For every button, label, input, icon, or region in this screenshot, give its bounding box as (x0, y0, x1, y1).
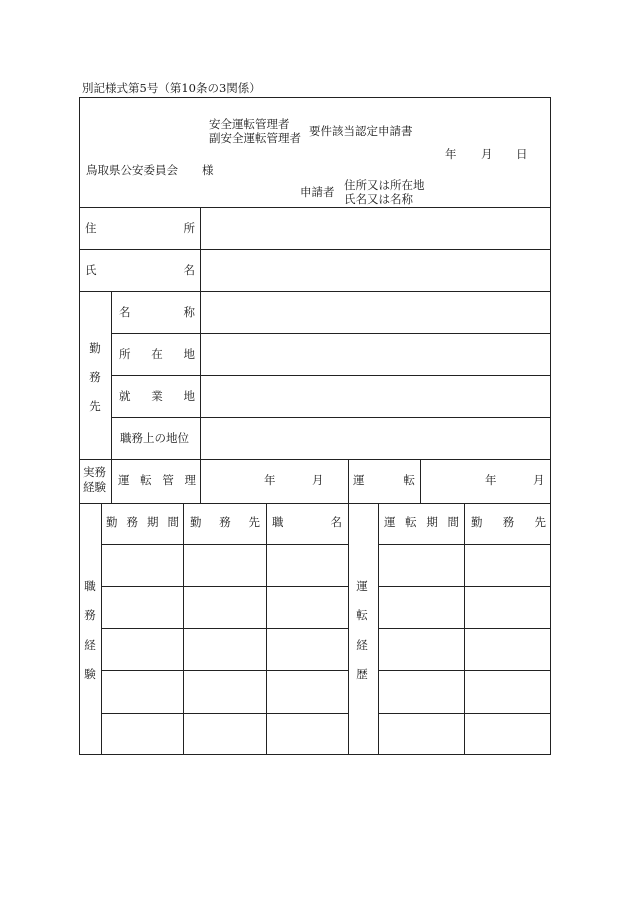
applicant-label: 申請者 (300, 185, 335, 199)
job-workplace-header: 勤 務 先 (190, 515, 260, 529)
rule-job-title-col (348, 503, 349, 755)
date-day-label: 日 (516, 147, 528, 161)
rule-exp-mid-col (348, 459, 349, 503)
drive-year-unit: 年 (485, 473, 497, 487)
applicant-name-label: 氏名又は名称 (344, 192, 413, 206)
address-field[interactable] (201, 208, 550, 249)
title-suffix: 要件該当認定申請書 (309, 124, 413, 138)
drive-period-header: 運 転 期 間 (384, 515, 459, 529)
driving-experience-field[interactable] (421, 460, 550, 503)
drive-workplace-header: 勤 務 先 (471, 515, 546, 529)
workplace-site-field[interactable] (201, 376, 550, 417)
rule-workplace-group-col (111, 291, 112, 459)
workplace-site-label: 就 業 地 (119, 389, 195, 403)
experience-label-line2: 経験 (83, 480, 106, 494)
workplace-name-field[interactable] (201, 292, 550, 333)
workplace-location-label: 所 在 地 (119, 347, 195, 361)
mgmt-year-unit: 年 (264, 473, 276, 487)
drive-month-unit: 月 (533, 473, 545, 487)
rule-exp-label-col (111, 459, 112, 503)
job-history-entries[interactable] (102, 545, 348, 755)
name-field[interactable] (201, 250, 550, 291)
experience-label-line1: 実務 (83, 465, 106, 479)
date-year-label: 年 (445, 147, 457, 161)
job-history-group-label: 職 務 経 験 (84, 579, 96, 681)
workplace-position-label: 職務上の地位 (120, 431, 189, 445)
driving-experience-label: 運 転 (353, 473, 415, 487)
date-month-label: 月 (481, 147, 493, 161)
workplace-location-field[interactable] (201, 334, 550, 375)
recipient: 鳥取県公安委員会 (86, 163, 178, 177)
mgmt-experience-label: 運 転 管 理 (118, 473, 196, 487)
workplace-position-field[interactable] (201, 418, 550, 459)
mgmt-month-unit: 月 (312, 473, 324, 487)
address-label: 住 所 (85, 221, 195, 235)
workplace-name-label: 名 称 (119, 305, 195, 319)
mgmt-experience-field[interactable] (201, 460, 348, 503)
recipient-honorific: 様 (202, 163, 214, 177)
name-label: 氏 名 (85, 263, 195, 277)
title-line2: 副安全運転管理者 (209, 131, 301, 145)
applicant-address-label: 住所又は所在地 (344, 178, 425, 192)
rule-experience-bottom (79, 503, 551, 504)
driving-history-group-label: 運 転 経 歴 (356, 579, 368, 681)
job-period-header: 勤 務 期 間 (106, 515, 179, 529)
driving-history-entries[interactable] (379, 545, 551, 755)
workplace-group-label: 勤 務 先 (89, 341, 101, 413)
form-number: 別記様式第5号（第10条の3関係） (82, 81, 261, 95)
title-line1: 安全運転管理者 (209, 117, 290, 131)
job-title-header: 職 名 (272, 515, 342, 529)
